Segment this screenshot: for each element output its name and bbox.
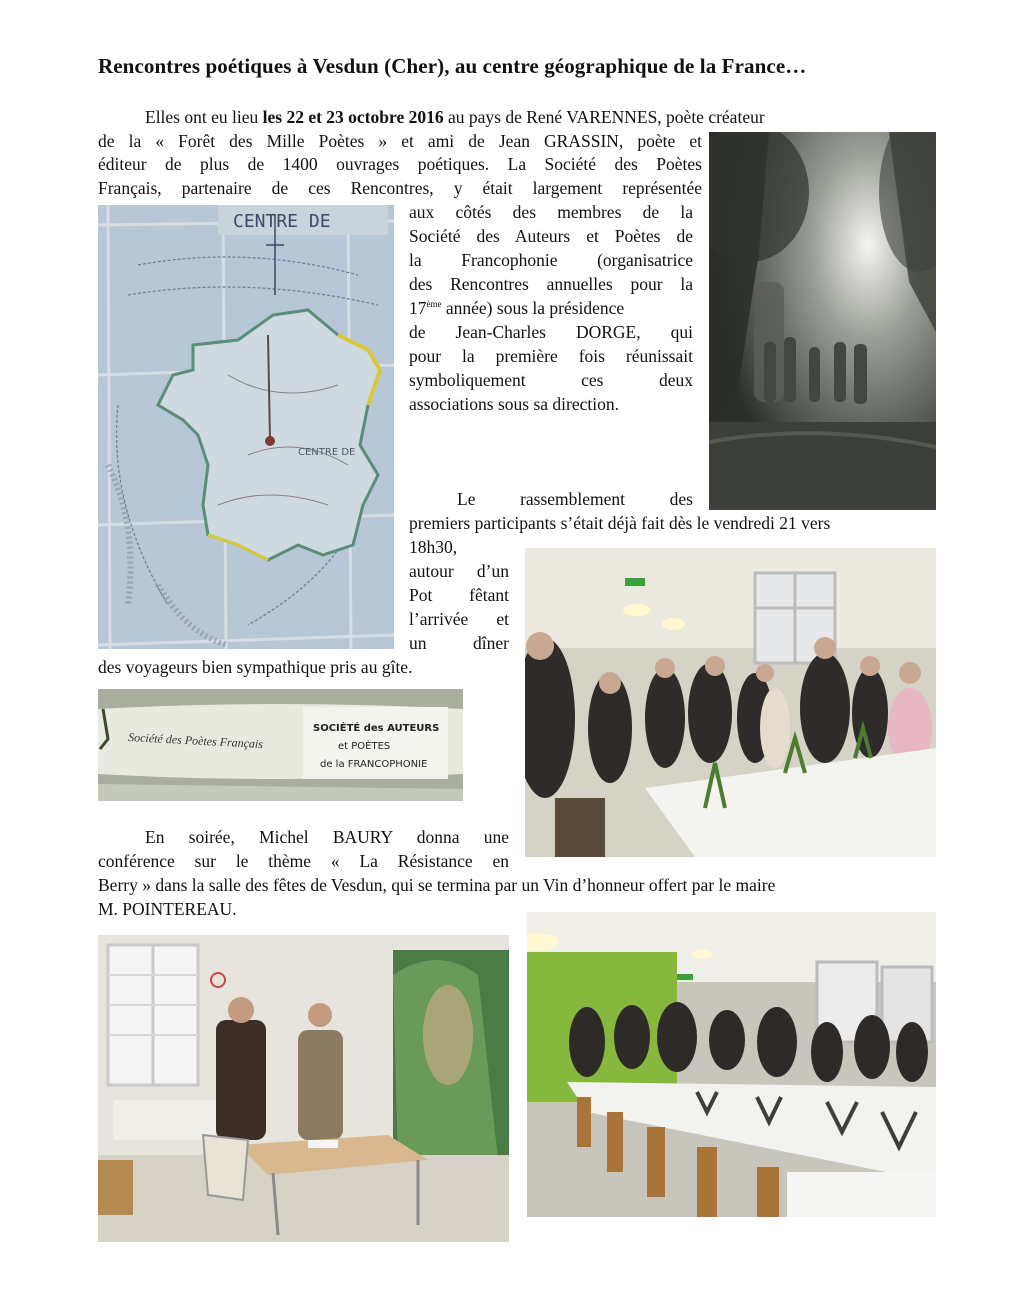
- page-title: Rencontres poétiques à Vesdun (Cher), au centre géographique de la France…: [98, 54, 807, 78]
- para1-text: année) sous la présidence: [441, 298, 625, 318]
- para2-line8: des voyageurs bien sympathique pris au gîte.: [98, 657, 413, 677]
- para1-line12: symboliquement ces deux: [409, 370, 693, 390]
- para2-line7: un dîner: [409, 633, 509, 653]
- para1-text: Elles ont eu lieu: [145, 107, 263, 127]
- ordinal-suffix: ème: [426, 299, 442, 310]
- para2-line5: Pot fêtant: [409, 585, 509, 605]
- para1-line9: [409, 297, 693, 320]
- para3-line3: Berry » dans la salle des fêtes de Vesdun, qui se termina par un Vin d’honneur offert par le maire: [98, 875, 776, 895]
- para1-line2: de la « Forêt des Mille Poètes » et ami de Jean GRASSIN, poète et: [98, 131, 702, 151]
- banner-right-line3: de la FRANCOPHONIE: [320, 759, 428, 770]
- para1-line13: associations sous sa direction.: [409, 394, 619, 414]
- map-label: CENTRE DE: [233, 211, 331, 232]
- banner-right-line1: SOCIÉTÉ des AUTEURS: [313, 723, 440, 734]
- para2-line6: l’arrivée et: [409, 609, 509, 629]
- forest-photo: [709, 132, 936, 510]
- reception-photo: [525, 548, 936, 857]
- para1-line11: pour la première fois réunissait: [409, 346, 693, 366]
- para3-line1: En soirée, Michel BAURY donna une: [145, 827, 509, 847]
- conference-photo: [98, 935, 509, 1242]
- banner-left-text: Société des Poètes Français: [127, 730, 264, 752]
- map-inner-label: CENTRE DE: [298, 447, 356, 458]
- event-dates: les 22 et 23 octobre 2016: [262, 107, 444, 127]
- para2-line3: 18h30,: [409, 537, 458, 557]
- para2-line1: Le rassemblement des: [457, 489, 693, 509]
- para2-line4: autour d’un: [409, 561, 509, 581]
- para3-line2: conférence sur le thème « La Résistance en: [98, 851, 509, 871]
- para1-line3: éditeur de plus de 1400 ouvrages poétiques. La Société des Poètes: [98, 154, 702, 174]
- para1-line5: aux côtés des membres de la: [409, 202, 693, 222]
- para3-line4: M. POINTEREAU.: [98, 899, 237, 919]
- para1-line1: [145, 106, 925, 129]
- para1-line8: des Rencontres annuelles pour la: [409, 274, 693, 294]
- para1-line10: de Jean-Charles DORGE, qui: [409, 322, 693, 342]
- para2-line2: premiers participants s’était déjà fait dès le vendredi 21 vers: [409, 513, 831, 533]
- ordinal-number: 17: [409, 298, 427, 318]
- banner-right-line2: et POÈTES: [338, 741, 391, 752]
- para1-text: au pays de René VARENNES, poète créateur: [443, 107, 765, 127]
- banner-photo: [98, 689, 463, 801]
- para1-line4: Français, partenaire de ces Rencontres, y était largement représentée: [98, 178, 702, 198]
- para1-line7: la Francophonie (organisatrice: [409, 250, 693, 270]
- para1-line6: Société des Auteurs et Poètes de: [409, 226, 693, 246]
- banquet-photo: [527, 912, 936, 1217]
- map-photo: [98, 205, 394, 649]
